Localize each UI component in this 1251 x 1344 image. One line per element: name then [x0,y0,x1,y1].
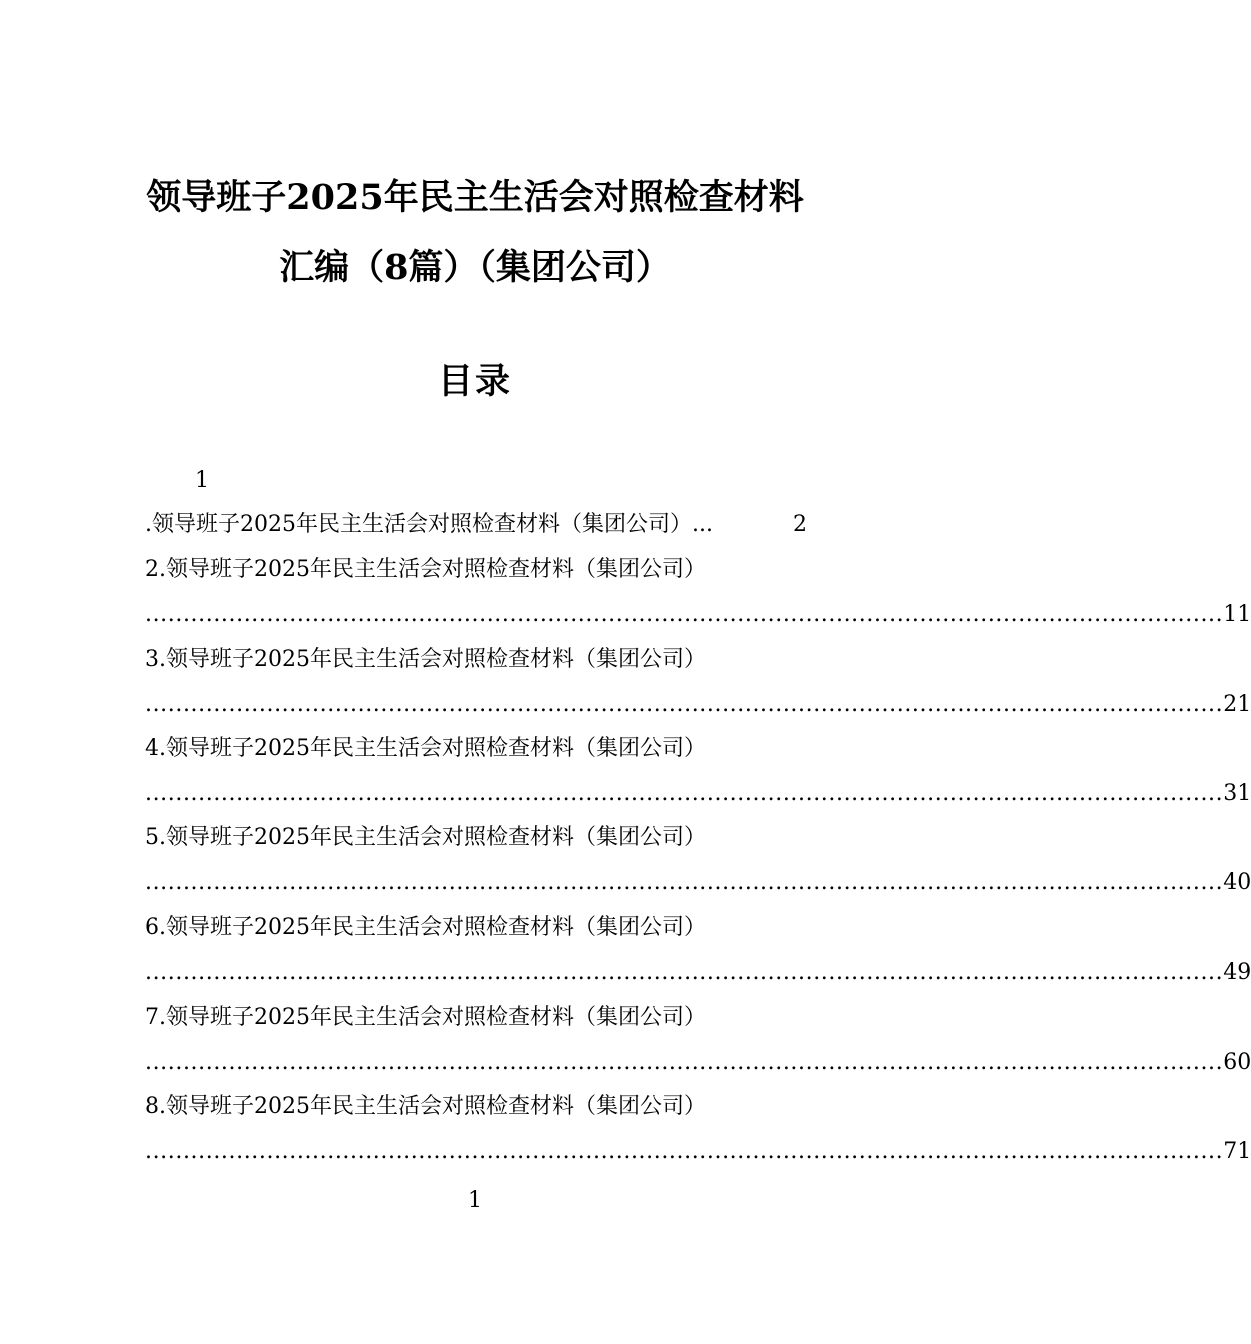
toc-entry-2-page: 11 [1223,602,1251,627]
toc-entry-7-page: 60 [1223,1050,1251,1075]
toc-entry-4-page: 31 [1223,781,1251,806]
toc-entry-4-leader-line [145,777,1251,811]
toc-entry-7[interactable] [145,1001,807,1035]
toc-entry-2-leader-line [145,598,1251,632]
page-number: 1 [468,1188,482,1213]
toc-entry-5-leader: .............................................................................................................................................. [145,870,1224,895]
toc-entry-1[interactable] [145,508,807,542]
toc-entry-4[interactable] [145,732,807,766]
document-title-line-1: 领导班子2025年民主生活会对照检查材料 [146,177,804,218]
toc-entry-5-text: 5.领导班子2025年民主生活会对照检查材料（集团公司） [145,825,706,850]
toc-entry-6[interactable] [145,911,807,945]
toc-entry-8-text: 8.领导班子2025年民主生活会对照检查材料（集团公司） [145,1094,706,1119]
toc-entry-2-leader: .............................................................................................................................................. [145,602,1224,627]
toc-entry-8-page: 71 [1223,1139,1251,1164]
toc-entry-3[interactable] [145,643,807,677]
toc-entry-7-leader-line [145,1046,1251,1080]
toc-entry-1-number: 1 [195,468,209,493]
toc-entry-8-leader-line [145,1135,1251,1169]
toc-entry-4-leader: .............................................................................................................................................. [145,781,1224,806]
toc-entry-5[interactable] [145,821,807,855]
toc-entry-1-page: 2 [793,512,807,537]
toc-entry-4-text: 4.领导班子2025年民主生活会对照检查材料（集团公司） [145,736,706,761]
toc-entry-8-leader: .............................................................................................................................................. [145,1139,1224,1164]
toc-entry-3-text: 3.领导班子2025年民主生活会对照检查材料（集团公司） [145,647,706,672]
toc-entry-6-text: 6.领导班子2025年民主生活会对照检查材料（集团公司） [145,915,706,940]
toc-entry-6-page: 49 [1223,960,1251,985]
toc-entry-6-leader-line [145,956,1251,990]
toc-entry-1-leader: ... [691,512,713,537]
toc-entry-5-leader-line [145,866,1251,900]
toc-entry-3-leader: .............................................................................................................................................. [145,692,1224,717]
toc-entry-1-text: .领导班子2025年民主生活会对照检查材料（集团公司） [145,512,692,537]
toc-entry-6-leader: .............................................................................................................................................. [145,960,1224,985]
toc-heading: 目录 [437,361,512,402]
toc-entry-8[interactable] [145,1090,807,1124]
toc-entry-3-page: 21 [1223,692,1251,717]
toc-entry-2[interactable] [145,553,807,587]
document-title-line-2: 汇编（8篇）（集团公司） [279,247,671,288]
toc-entry-2-text: 2.领导班子2025年民主生活会对照检查材料（集团公司） [145,557,706,582]
toc-entry-7-leader: .............................................................................................................................................. [145,1050,1224,1075]
toc-entry-3-leader-line [145,688,1251,722]
toc-entry-7-text: 7.领导班子2025年民主生活会对照检查材料（集团公司） [145,1005,706,1030]
toc-entry-5-page: 40 [1223,870,1251,895]
